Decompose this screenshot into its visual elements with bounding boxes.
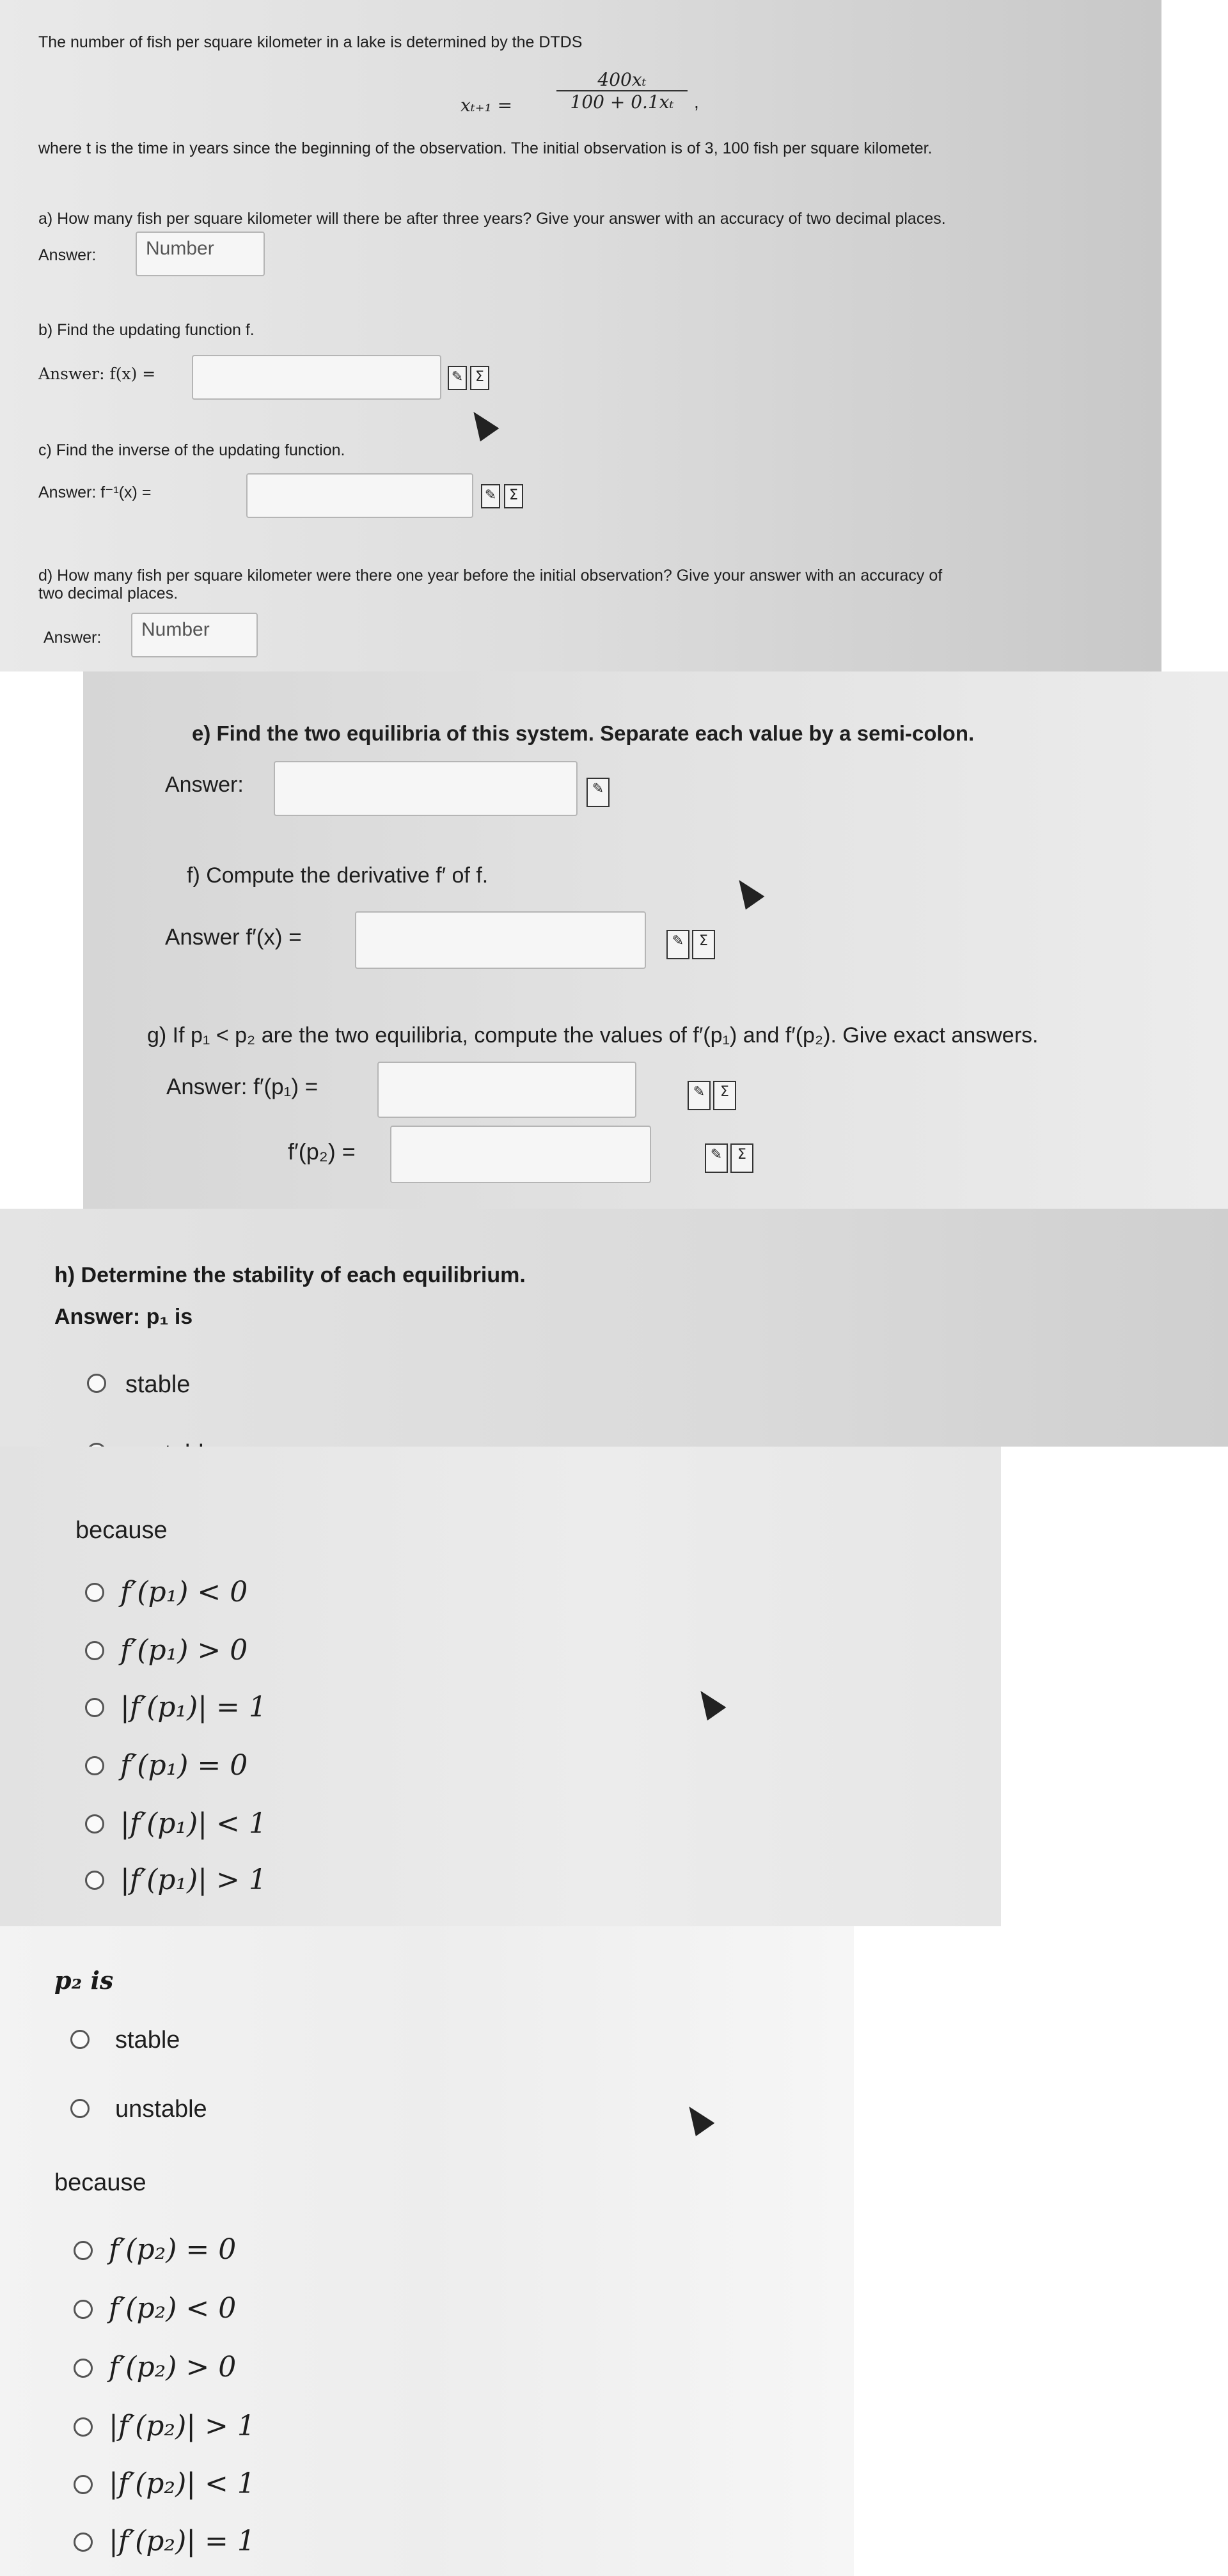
p2-reason-radio-6[interactable] xyxy=(74,2533,93,2552)
question-section-5 xyxy=(0,1926,854,2576)
p1-reason-label-1: f′(p₁) < 0 xyxy=(120,1576,248,1608)
sigma-icon[interactable]: Σ xyxy=(730,1143,753,1173)
p2-reason-label-2: f′(p₂) < 0 xyxy=(109,2292,237,2325)
part-e-question: e) Find the two equilibria of this system. Separate each value by a semi-colon. xyxy=(192,721,975,745)
p1-reason-radio-5[interactable] xyxy=(85,1814,104,1834)
part-h-question: h) Determine the stability of each equilibrium. xyxy=(54,1263,526,1287)
p1-reason-label-4: f′(p₁) = 0 xyxy=(120,1749,248,1782)
p2-stable-radio[interactable] xyxy=(70,2030,90,2049)
sigma-icon[interactable]: Σ xyxy=(470,366,489,390)
p1-stable-label: stable xyxy=(125,1371,191,1398)
part-e-answer-input[interactable] xyxy=(274,761,578,816)
mouse-cursor-icon xyxy=(464,405,500,442)
sigma-icon[interactable]: Σ xyxy=(504,484,523,508)
p1-reason-radio-6[interactable] xyxy=(85,1871,104,1890)
equation-numerator: 400xₜ xyxy=(556,69,688,91)
p1-stable-radio[interactable] xyxy=(87,1374,106,1393)
p1-reason-radio-2[interactable] xyxy=(85,1641,104,1660)
part-e-answer-label: Answer: xyxy=(165,773,244,797)
part-f-answer-label: Answer f′(x) = xyxy=(165,925,302,950)
formula-editor-icon[interactable]: ✎ xyxy=(666,930,689,959)
part-h-p1-label: Answer: p₁ is xyxy=(54,1305,193,1329)
part-d-answer-input[interactable]: Number xyxy=(131,613,258,657)
part-g-answer-label-1: Answer: f′(p₁) = xyxy=(166,1074,319,1099)
part-g-answer-input-2[interactable] xyxy=(390,1126,651,1183)
mouse-cursor-icon xyxy=(680,2100,715,2137)
p2-reason-label-4: |f′(p₂)| > 1 xyxy=(109,2410,255,2442)
p2-reason-label-1: f′(p₂) = 0 xyxy=(109,2233,237,2266)
part-a-answer-input[interactable]: Number xyxy=(136,232,265,276)
p2-unstable-radio[interactable] xyxy=(70,2099,90,2118)
part-c-answer-input[interactable] xyxy=(246,473,473,518)
part-h-p2-label: p₂ is xyxy=(54,1966,114,1995)
p2-reason-label-3: f′(p₂) > 0 xyxy=(109,2351,237,2384)
part-f-answer-input[interactable] xyxy=(355,911,646,969)
formula-editor-icon[interactable]: ✎ xyxy=(688,1081,711,1110)
p1-reason-radio-3[interactable] xyxy=(85,1698,104,1717)
question-section-3 xyxy=(0,1209,1228,1447)
part-d-question-line-2: two decimal places. xyxy=(38,585,178,602)
part-f-question: f) Compute the derivative f′ of f. xyxy=(187,863,489,888)
equation-comma: , xyxy=(694,92,699,112)
equation-denominator: 100 + 0.1xₜ xyxy=(570,91,674,113)
equation-lhs: xₜ₊₁ = xyxy=(460,95,513,116)
question-section-1 xyxy=(0,0,1161,671)
part-b-answer-label: Answer: f(x) = xyxy=(38,365,156,383)
formula-editor-icon[interactable]: ✎ xyxy=(705,1143,728,1173)
part-g-answer-input-1[interactable] xyxy=(377,1062,636,1118)
p2-stable-label: stable xyxy=(115,2027,180,2054)
p1-reason-radio-1[interactable] xyxy=(85,1583,104,1602)
mouse-cursor-icon xyxy=(691,1685,727,1721)
intro-line-2: where t is the time in years since the beginning of the observation. The initial observation is of 3, 100 fish per square kilometer. xyxy=(38,139,933,157)
p1-reason-label-3: |f′(p₁)| = 1 xyxy=(120,1691,267,1724)
sigma-icon[interactable]: Σ xyxy=(692,930,715,959)
mouse-cursor-icon xyxy=(730,874,765,910)
part-g-answer-label-2: f′(p₂) = xyxy=(288,1138,356,1165)
part-c-answer-label: Answer: f⁻¹(x) = xyxy=(38,483,152,501)
formula-editor-icon[interactable]: ✎ xyxy=(448,366,467,390)
p1-reason-label-6: |f′(p₁)| > 1 xyxy=(120,1864,267,1896)
p2-reason-radio-2[interactable] xyxy=(74,2300,93,2319)
p2-reason-label-6: |f′(p₂)| = 1 xyxy=(109,2525,255,2557)
p2-because-label: because xyxy=(54,2169,146,2196)
part-d-answer-label: Answer: xyxy=(43,629,102,647)
part-d-question-line-1: d) How many fish per square kilometer were there one year before the initial observation? Give your answer with an accuracy of xyxy=(38,567,943,585)
question-section-2 xyxy=(83,671,1228,1209)
formula-editor-icon[interactable]: ✎ xyxy=(481,484,500,508)
formula-editor-icon[interactable]: ✎ xyxy=(586,778,610,807)
p2-reason-radio-3[interactable] xyxy=(74,2359,93,2378)
part-g-question: g) If p₁ < p₂ are the two equilibria, compute the values of f′(p₁) and f′(p₂). Give exact answers. xyxy=(147,1023,1039,1048)
question-section-4 xyxy=(0,1447,1001,1926)
p1-reason-label-2: f′(p₁) > 0 xyxy=(120,1634,248,1667)
p2-reason-label-5: |f′(p₂)| < 1 xyxy=(109,2467,255,2500)
p2-reason-radio-1[interactable] xyxy=(74,2241,93,2260)
part-c-question: c) Find the inverse of the updating function. xyxy=(38,441,345,459)
part-a-question: a) How many fish per square kilometer will there be after three years? Give your answer with an accuracy of two decimal places. xyxy=(38,210,946,228)
sigma-icon[interactable]: Σ xyxy=(713,1081,736,1110)
p1-reason-label-5: |f′(p₁)| < 1 xyxy=(120,1807,267,1840)
p2-reason-radio-4[interactable] xyxy=(74,2417,93,2437)
p1-because-label: because xyxy=(75,1517,168,1544)
part-b-answer-input[interactable] xyxy=(192,355,441,400)
p2-unstable-label: unstable xyxy=(115,2096,207,2123)
p1-reason-radio-4[interactable] xyxy=(85,1756,104,1775)
part-b-question: b) Find the updating function f. xyxy=(38,321,255,339)
part-a-answer-label: Answer: xyxy=(38,246,97,264)
intro-line-1: The number of fish per square kilometer in a lake is determined by the DTDS xyxy=(38,33,583,51)
p2-reason-radio-5[interactable] xyxy=(74,2475,93,2494)
